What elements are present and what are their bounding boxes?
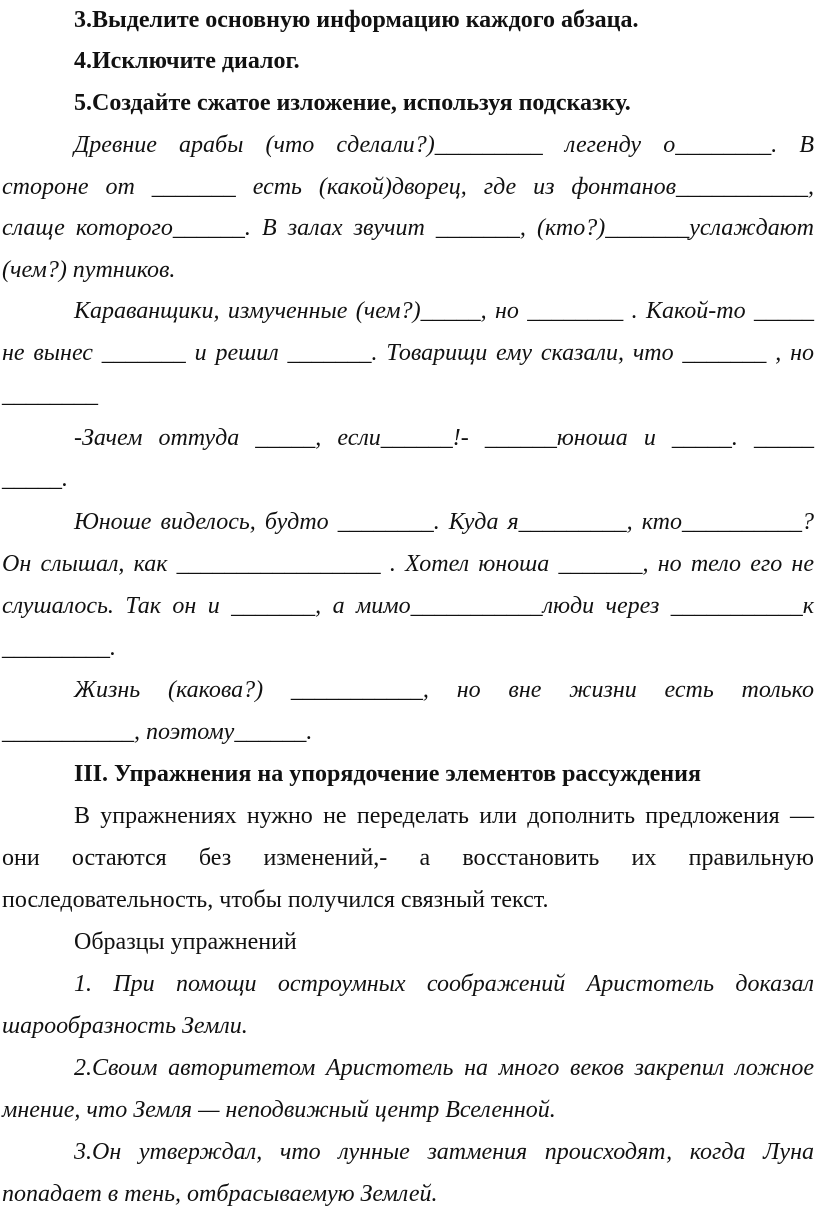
text-line: Караванщики, измученные (чем?)_____, но ________ . Какой-то _____ <box>74 298 814 324</box>
body-line: они остаются без изменений,- а восстановить их правильную <box>2 845 814 871</box>
text-line: (чем?) путников. <box>2 257 176 283</box>
example-line: шарообразность Земли. <box>2 1013 248 1039</box>
text-line: Он слышал, как _________________ . Хотел юноша _______, но тело его не <box>2 551 814 577</box>
text-line: ___________, поэтому______. <box>2 719 313 745</box>
text-line: ________ <box>2 382 98 408</box>
text-line: _____. <box>2 466 68 492</box>
task-5: 5.Создайте сжатое изложение, используя подсказку. <box>74 90 631 116</box>
text-line: слушалось. Так он и _______, а мимо___________люди через ___________к <box>2 593 814 619</box>
text-line: _________. <box>2 635 116 661</box>
example-line: мнение, что Земля — неподвижный центр Вселенной. <box>2 1097 556 1123</box>
task-4: 4.Исключите диалог. <box>74 48 300 74</box>
text-line: Юноше виделось, будто ________. Куда я_________, кто__________? <box>74 509 814 535</box>
text-line: не вынес _______ и решил _______. Товарищи ему сказали, что _______ , но <box>2 340 814 366</box>
example-line: 3.Он утверждал, что лунные затмения происходят, когда Луна <box>74 1139 814 1165</box>
example-line: 2.Своим авторитетом Аристотель на много веков закрепил ложное <box>74 1055 814 1081</box>
text-line: Жизнь (какова?) ___________, но вне жизни есть только <box>74 677 814 703</box>
task-3: 3.Выделите основную информацию каждого абзаца. <box>74 7 639 33</box>
example-line: 1. При помощи остроумных соображений Аристотель доказал <box>74 971 814 997</box>
examples-heading: Образцы упражнений <box>74 929 297 955</box>
text-line: слаще которого______. В залах звучит _______, (кто?)_______услаждают <box>2 215 814 241</box>
body-line: последовательность, чтобы получился связный текст. <box>2 887 549 913</box>
text-line: Древние арабы (что сделали?)_________ легенду о________. В <box>74 132 814 158</box>
example-line: попадает в тень, отбрасываемую Землей. <box>2 1181 438 1207</box>
section-heading: III. Упражнения на упорядочение элементов рассуждения <box>74 761 701 787</box>
body-line: В упражнениях нужно не переделать или дополнить предложения — <box>74 803 814 829</box>
text-line: -Зачем оттуда _____, если______!- ______юноша и _____. _____ <box>74 425 814 451</box>
text-line: стороне от _______ есть (какой)дворец, где из фонтанов___________, <box>2 174 814 200</box>
